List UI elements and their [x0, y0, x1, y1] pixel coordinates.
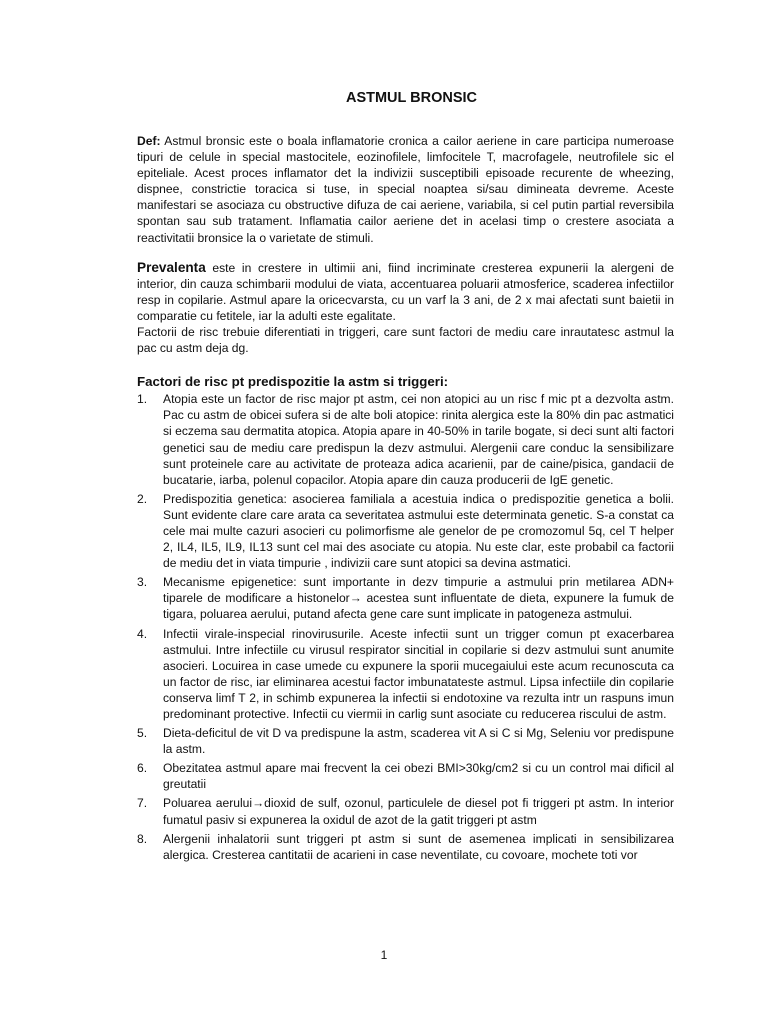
list-item-text: Infectii virale-inspecial rinovirusurile. Aceste infectii sunt un trigger comun pt exacerbarea astmului. Intre infectiile cu virusul respirator sincitial in copilarie si dezv astmului sunt anumite asocieri. Locuirea in case umede cu expunere la sporii mucegaiului este acum recunoscuta ca un factor de risc, iar eliminarea acestui factor imbunatateste astmul. Lipsa infectiile din copilarie conserva limf T 2, in schimb expunerea la infectii si endotoxine va rezulta intr un raspuns imun predominant protective. Infectii cu viermii in carlig sunt asociate cu reducerea riscului de astm.	[163, 626, 674, 721]
list-item	[137, 626, 674, 723]
list-item	[137, 760, 674, 792]
list-item-number: 5.	[137, 726, 148, 741]
list-item-text: Alergenii inhalatorii sunt triggeri pt astm si sunt de asemenea implicati in sensibilizarea alergica. Cresterea cantitatii de acarieni in case neventilate, cu covoare, mochete toti vor	[163, 831, 674, 862]
list-item-text: Atopia este un factor de risc major pt astm, cei non atopici au un risc f mic pt a dezvolta astm. Pac cu astm de obicei sufera si de alte boli atopice: rinita alergica este la 80% din pac astmatici si eczema sau dermatita atopica. Atopia apare in 40-50% in tarile bogate, si deci sunt alti factori genetici sau de mediu care predispun la dezv astmului. Alergenii care conduc la sensibilizare sunt proteinele care au activitate de proteaza adica acarienii, par de caine/pisica, gandacii de bucatarie, iarba, polenul copacilor. Atopia apare din cauza producerii de IgE genetic.	[163, 392, 674, 487]
list-item-number: 6.	[137, 761, 148, 776]
prevalence-label: Prevalenta	[137, 259, 206, 275]
definition-paragraph	[137, 133, 674, 246]
definition-label: Def:	[137, 134, 161, 148]
list-item-number: 4.	[137, 626, 148, 641]
list-item	[137, 795, 674, 827]
list-item-text: Mecanisme epigenetice: sunt importante in dezv timpurie a astmului prin metilarea ADN+ tiparele de modificare a histonelor→ acestea sunt influentate de dieta, expunere la fumuk de tigara, poluarea aerului, putand afecta gene care sunt implicate in patogeneza astmului.	[163, 575, 674, 622]
list-item-number: 2.	[137, 491, 148, 506]
list-item-number: 8.	[137, 831, 148, 846]
list-item	[137, 491, 674, 571]
prevalence-paragraph	[137, 260, 674, 324]
paragraph-gap	[137, 246, 674, 260]
page-number: 1	[380, 948, 388, 962]
list-item	[137, 574, 674, 622]
risk-factors-text: Factorii de risc trebuie diferentiati in triggeri, care sunt factori de mediu care inrautatesc astmul la pac cu astm deja dg.	[137, 325, 674, 356]
page-title: ASTMUL BRONSIC	[345, 90, 478, 106]
section-heading: Factori de risc pt predispozitie la astm si triggeri:	[137, 374, 449, 390]
factors-list	[137, 391, 674, 863]
list-item	[137, 831, 674, 863]
list-item-text: Dieta-deficitul de vit D va predispune la astm, scaderea vit A si C si Mg, Seleniu vor predispune la astm.	[163, 726, 674, 757]
list-item-number: 1.	[137, 392, 148, 407]
list-item	[137, 725, 674, 757]
list-item-number: 7.	[137, 796, 148, 811]
definition-text: Astmul bronsic este o boala inflamatorie cronica a cailor aeriene in care participa numeroase tipuri de celule in special mastocitele, eozinofilele, limfocitele T, macrofagele, neutrofilele sic el epiteliale. Acest proces inflamator det la indivizii susceptibili episoade recurente de wheezing, dispnee, constrictie toracica si tuse, in special noaptea si/sau dimineata devreme. Aceste manifestari se asociaza cu obstructive difuza de cai aeriene, variabila, si cel putin partial reversibila spontan sau sub tratament. Inflamatia cailor aeriene det in acelasi timp o crestere asociata a reactivitatii bronsice la o varietate de stimuli.	[137, 134, 674, 245]
risk-factors-paragraph	[137, 324, 674, 356]
list-item-text: Poluarea aerului→dioxid de sulf, ozonul, particulele de diesel pot fi triggeri pt astm. In interior fumatul pasiv si expunerea la oxidul de azot de la gatit triggeri pt astm	[163, 796, 674, 827]
list-item-text: Predispozitia genetica: asocierea familiala a acestuia indica o predispozitie genetica a bolii. Sunt evidente clare care arata ca severitatea astmului este determinata genetic. S-a constat ca cele mai multe cazuri asocieri cu polimorfisme ale genelor de pe cromozomul 5q, cel T helper 2, IL4, IL5, IL9, IL13 sunt cel mai des asociate cu atopia. Nu este clar, este probabil ca factorii de mediu det in viata timpurie , indivizii care sunt atopici sa devina astmatici.	[163, 491, 674, 571]
list-item	[137, 391, 674, 488]
list-item-text: Obezitatea astmul apare mai frecvent la cei obezi BMI>30kg/cm2 si cu un control mai dificil al greutatii	[163, 761, 674, 792]
prevalence-text: este in crestere in ultimii ani, fiind incriminate cresterea expunerii la alergeni de interior, din cauza schimbarii modului de viata, accentuarea poluarii atmosferice, scaderea infectiilor resp in copilarie. Astmul apare la oricecvarsta, cu un varf la 3 ani, de 2 x mai afectati sunt baietii in comparatie cu fetitele, iar la adulti este egalitate.	[137, 260, 674, 323]
list-item-number: 3.	[137, 575, 148, 590]
